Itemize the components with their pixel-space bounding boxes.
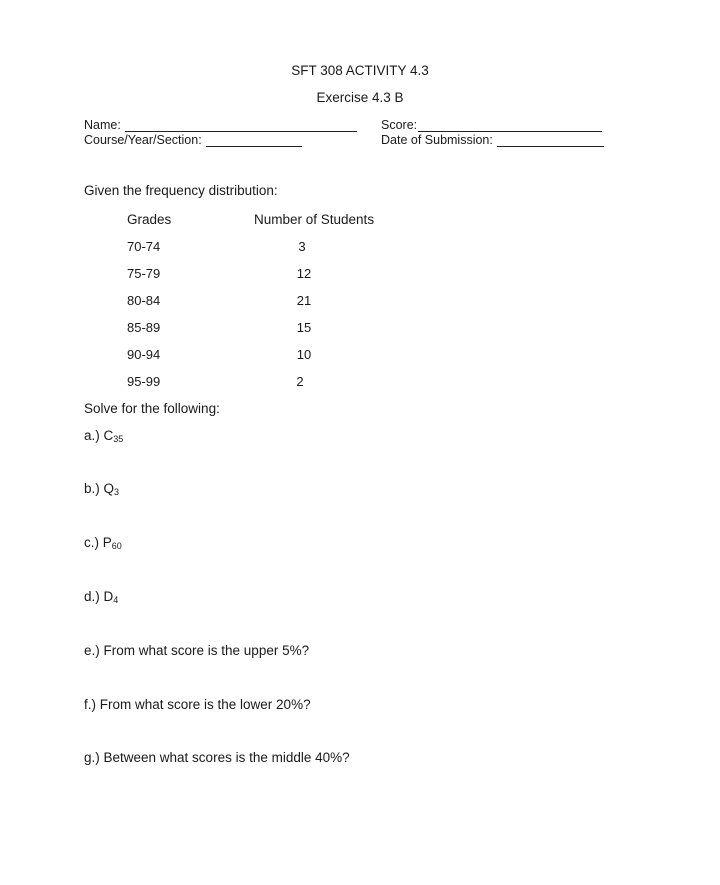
grade-cell: 75-79 [127,266,161,281]
date-label: Date of Submission: [381,133,493,147]
solve-heading: Solve for the following: [84,401,220,416]
question-g: g.) Between what scores is the middle 40%? [84,750,350,765]
date-field[interactable] [381,133,604,147]
course-field[interactable] [84,133,302,147]
name-field[interactable] [84,118,357,132]
page-title: SFT 308 ACTIVITY 4.3 [291,63,429,78]
name-line[interactable] [125,119,357,132]
grades-header: Grades [127,212,172,227]
count-cell: 15 [296,320,312,335]
grade-cell: 85-89 [127,320,161,335]
score-line[interactable] [418,119,602,132]
grade-cell: 70-74 [127,239,161,254]
question-f: f.) From what score is the lower 20%? [84,697,311,712]
count-cell: 21 [296,293,312,308]
grade-cell: 95-99 [127,374,161,389]
question-d: d.) $D_4$ [84,589,119,605]
intro-text: Given the frequency distribution: [84,183,278,198]
question-b: b.) $Q_3$ [84,481,120,497]
count-cell: 12 [296,266,312,281]
grade-cell: 90-94 [127,347,161,362]
course-label: Course/Year/Section: [84,133,202,147]
course-line[interactable] [206,134,302,147]
name-label: Name: [84,118,121,132]
count-cell: 2 [296,374,304,389]
count-cell: 3 [298,239,306,254]
date-line[interactable] [497,134,604,147]
question-a: a.) $C_{35}$ [84,428,124,444]
page-subtitle: Exercise 4.3 B [316,90,404,105]
score-label: Score: [381,118,418,132]
students-header: Number of Students [254,212,375,227]
score-field[interactable] [381,118,602,132]
question-e: e.) From what score is the upper 5%? [84,643,310,658]
count-cell: 10 [296,347,312,362]
question-c: c.) $P_{60}$ [84,535,122,551]
grade-cell: 80-84 [127,293,161,308]
